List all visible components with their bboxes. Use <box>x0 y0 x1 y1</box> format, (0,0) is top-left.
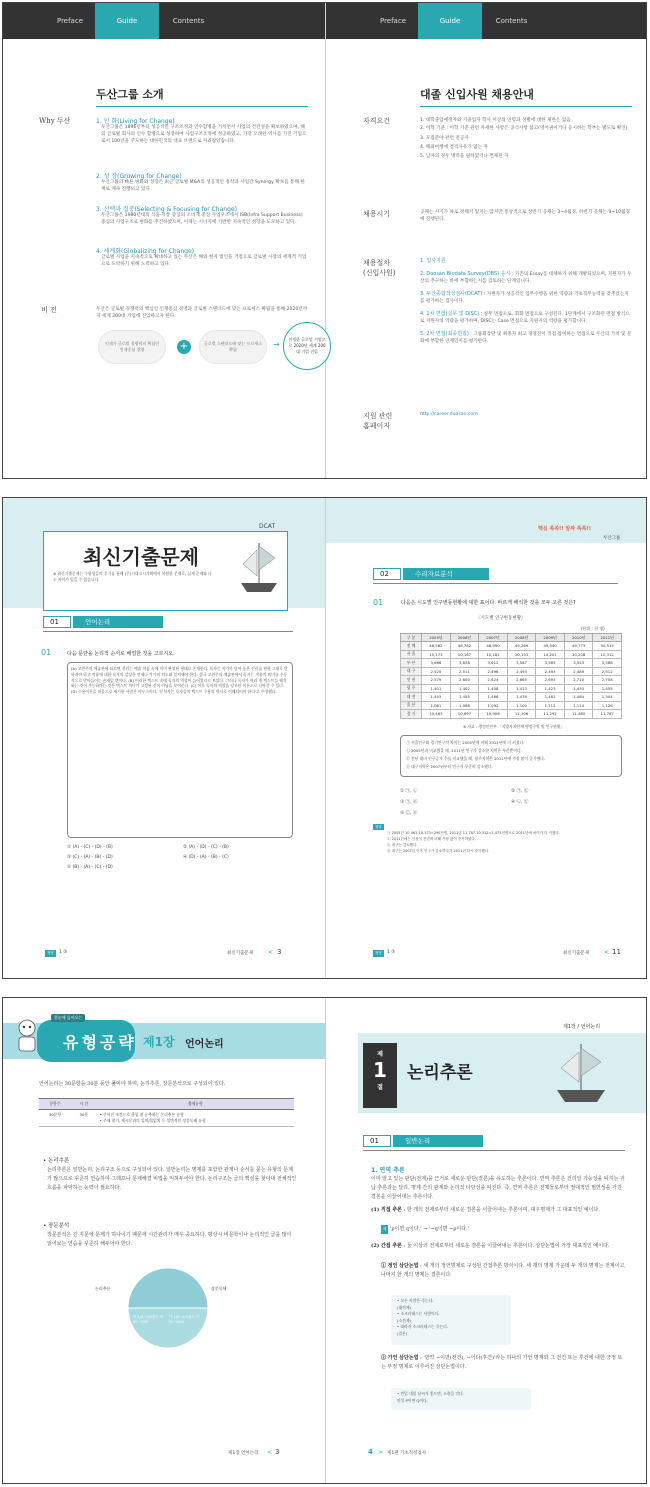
example-box <box>391 1295 511 1345</box>
term: ② 가언 삼단논법 <box>381 1355 419 1361</box>
section-number: 02 <box>373 568 401 580</box>
homepage-label-sub: 홈페이지 <box>363 422 391 430</box>
table-cell: 11,787 <box>593 710 622 719</box>
item-text: 글로벌 사업을 지속적으로 확대하고 있는 두산은 해외 현지 법인을 거점으로 글로벌 시장의 세계적 기업으로 도약하기 위해 노력하고 있다. <box>101 255 307 267</box>
process-label-main: 채용절차 <box>363 259 391 267</box>
direct-inference <box>371 1206 626 1224</box>
step-title: 4. 1차 면접(실무 및 DISC) <box>420 311 480 317</box>
table-cell: 대 구 <box>401 667 422 676</box>
table-cell: 1,433 <box>564 684 593 693</box>
step-title: 1. 입사지원 <box>420 258 446 264</box>
table-cell: • 주어진 조건으로 항상 참 유추하는 논리추론 유형 • 주제 찾기, 제시문과의 일치/불일치 등 일반적인 장문독해 유형 <box>97 1110 294 1127</box>
table-cell: 10,906 <box>479 710 508 719</box>
process-label <box>363 258 396 278</box>
page-title: 최신기출문제 <box>83 545 199 569</box>
table-row <box>401 642 622 651</box>
explanation-line: ㉠ 2005년 10,463-10,173=290천명, 2011년 11,787-10,312=1,475천명으로 2011년에 차이가 더 커졌다. <box>387 831 560 835</box>
homepage-url[interactable]: http://career.doosan.com <box>420 412 478 417</box>
box-line: • 만일 내일 날씨가 좋으면, 소풍을 간다. <box>397 1391 464 1396</box>
table-header: 2008년 <box>507 634 536 642</box>
table-cell: 49,540 <box>536 642 565 651</box>
box-line: • 소크라테스는 사람이다. <box>397 1311 440 1316</box>
pie-left-label: 논리추론 <box>95 1286 111 1291</box>
nav-bar-right <box>326 3 647 39</box>
table-cell: 3,543 <box>564 659 593 668</box>
table-cell: 2,710 <box>564 676 593 685</box>
option-5[interactable]: ⑤ (B) - (A) - (C) - (D) <box>67 865 113 870</box>
vision-pill: 글로벌 스탠더드에 맞는 프로세스 확립 <box>199 330 267 364</box>
chapter-block <box>363 1043 397 1108</box>
pie-right-text: 약 1/2~1/3정도 약 50~60% <box>169 1315 199 1324</box>
chevron-left-icon: < <box>267 1449 273 1456</box>
arrow-right-icon: → <box>273 340 280 349</box>
answer-tag: 정답 <box>375 951 382 955</box>
table-cell: 10,167 <box>450 650 479 659</box>
table-cell: 2,496 <box>479 667 508 676</box>
option-1[interactable]: ① ㉠, ㉡ <box>400 789 418 794</box>
table-header: 출제유형 <box>97 1099 294 1110</box>
table-row <box>401 701 622 710</box>
long-reading-heading: • 장문분석 <box>43 1223 70 1229</box>
table-cell: 1,112 <box>536 701 565 710</box>
table-cell: 광 주 <box>401 684 422 693</box>
table-cell: 인 천 <box>401 676 422 685</box>
definition: : 한 개의 전제로부터 새로운 결론을 이끌어내는 추론이며, 대우명제가 그 대표적인 예이다. <box>402 1207 600 1213</box>
section-name: 언어논리 <box>73 616 163 628</box>
table-header: 2009년 <box>536 634 565 642</box>
spread-divider <box>325 998 326 1483</box>
table-row <box>401 710 622 719</box>
table-cell: 49,269 <box>507 642 536 651</box>
chapter-number: 제1장 <box>143 1035 175 1049</box>
right-header: 두산그룹 <box>603 536 621 541</box>
table-cell: 30문항 <box>39 1110 71 1127</box>
step-title: 3. 두산종합적성검사(DCAT) <box>420 291 483 297</box>
table-cell: 2,489 <box>564 667 593 676</box>
doosan-guide-spread <box>2 2 647 479</box>
table-cell: 2,511 <box>450 667 479 676</box>
hypothetical-syllogism <box>381 1354 626 1381</box>
statement: ㉣ 대구지역은 2007년부터 인구가 꾸준히 감소했다. <box>406 764 493 769</box>
table-cell: 2,600 <box>450 676 479 685</box>
table-cell: 2,525 <box>422 667 451 676</box>
table-cell: 3,587 <box>507 659 536 668</box>
term: ① 정언 삼단논법 <box>381 1263 419 1269</box>
answer-key: 1 ③ <box>387 950 396 955</box>
table-cell: 2,665 <box>507 676 536 685</box>
option-2[interactable]: ② ㉠, ㉢ <box>511 789 529 794</box>
table-cell: 1,413 <box>507 684 536 693</box>
option-4[interactable]: ④ (D) - (A) - (B) - (C) <box>183 855 229 860</box>
option-3[interactable]: ③ ㉠, ㉣ <box>400 800 418 805</box>
intro-text: 언어논리는 30문항을 30분 동안 풀어야 하며, 논리추론, 장문분석으로 구성되어 있다. <box>39 1081 226 1087</box>
statement: ㉠ 서울인구와 경기인구의 차이는 2005년에 비해 2011년에 더 커졌다. <box>406 740 525 745</box>
step-title: 2. Doosan Biodata Survey(DBS) 응시 <box>420 271 511 277</box>
table-cell: 1,114 <box>564 701 593 710</box>
table-cell: 10,208 <box>564 650 593 659</box>
banner-title: 유형공략 <box>63 1033 137 1052</box>
list-item: 2. 어학 기준 : 어학 기준 관련 자세한 사항은 공식사항 참고(영어권이거나 응시하는 학부는 별도로 확인) <box>420 126 628 131</box>
table-cell: 대 전 <box>401 693 422 702</box>
step-title: 5. 2차 면접(최종면접) <box>420 331 469 337</box>
section-name: 수리자료분석 <box>403 568 489 580</box>
table-cell: 3,666 <box>422 659 451 668</box>
logic-text: 논리추론은 일반논리, 논리구조 등으로 구성되어 있다. 일반논리는 명제를 포함한 관계나 순서를 묻는 유형의 문제가 많으므로 꾸준히 연습하여 그래프나 문제해결 비법을 익혀두어야 한다. 논리구조는 글의 핵심을 찾아내 전체적인 흐름을 파악하는 능력이 필요하다. <box>47 1167 297 1191</box>
chapter-title: 논리추론 <box>407 1063 473 1083</box>
box-line: (결론) <box>397 1330 408 1336</box>
table-cell: 3,638 <box>450 659 479 668</box>
table-cell: 1,443 <box>422 693 451 702</box>
step-text: : 실무 면접으로, 회화 면접으로 구성된다. 1단계에서 구조화된 면접 방식으로 지원자의 역량을 평가하며, DISC는 Case 면접으로 지원자의 역량을 평가합니다. <box>420 312 630 324</box>
page-number: 4 <box>368 1448 373 1456</box>
table-cell: 1,466 <box>479 693 508 702</box>
table-cell: 50,515 <box>593 642 622 651</box>
table-row <box>401 693 622 702</box>
table-cell: 10,173 <box>422 650 451 659</box>
table-cell: 10,697 <box>450 710 479 719</box>
table-cell: 1,401 <box>422 684 451 693</box>
table-cell: 1,504 <box>593 693 622 702</box>
table-header: 구 분 <box>401 634 422 642</box>
table-row <box>401 659 622 668</box>
logic-heading: • 논리추론 <box>43 1158 70 1164</box>
answer-tag: 정답 <box>47 951 54 955</box>
title-underline <box>420 106 632 107</box>
highlight-tag: 핵심 쏙쏙!! 알짜 쏙쏙!! <box>538 526 591 532</box>
table-cell: 10,312 <box>593 650 622 659</box>
nav-bar-left <box>3 3 325 39</box>
left-page-title: 두산그룹 소개 <box>96 88 164 101</box>
nav-guide[interactable]: Guide <box>418 3 482 39</box>
pie-right-label: 장문독해 <box>211 1286 227 1291</box>
table-cell: 10,463 <box>422 710 451 719</box>
box-line: 만일 P이면 Q이다. <box>397 1397 428 1403</box>
right-header: 제1장 / 언어논리 <box>563 1024 601 1030</box>
type-ratio-pie <box>123 1263 213 1353</box>
chevron-left-icon: < <box>604 949 610 956</box>
table-cell: 1,408 <box>479 684 508 693</box>
question-number: 01 <box>373 598 384 607</box>
example <box>381 1225 469 1234</box>
box-line: (대전제) <box>397 1304 411 1310</box>
item-title: 2. 성 장(Growing for Change) <box>96 173 182 180</box>
page-footer: 제1장 언어논리 <box>228 1451 259 1456</box>
note-text: ※ 최신기출문제는 수험생들의 후기를 통해 (주)시대고시기획에서 복원한 문제로, 실제 문제와 다소 차이가 있을 수 있습니다. <box>53 571 212 582</box>
table-row <box>401 650 622 659</box>
nav-guide[interactable]: Guide <box>95 3 159 39</box>
table-cell: 48,582 <box>422 642 451 651</box>
pie-left-text: 약 1/2~1/3정도 약 40~50% <box>133 1315 163 1324</box>
table-cell: 울 산 <box>401 701 422 710</box>
table-header: 2007년 <box>479 634 508 642</box>
table-cell: 1,455 <box>593 684 622 693</box>
subsection-text: 이미 알고 있는 판단(전제)을 근거로 새로운 판단(결론)을 유도하는 추론이다. 연역 추론은 진리일 가능성을 따지는 귀납 추론과는 달리, 명제 간의 관계와 논리적 타당성을 따진다. 즉, 연역 추론은 전제들로부터 절대적인 필연성을 가진 결론을 이끌어내는 추론이다. <box>371 1176 625 1200</box>
type-strategy-spread <box>2 997 647 1484</box>
table-cell: 11,106 <box>507 710 536 719</box>
ship-illustration <box>551 1038 611 1108</box>
table-source: ※ 자료 : 행정안전부 「지방자치단체 행정구역 및 인구현황」 <box>463 724 565 729</box>
chapter-name: 언어논리 <box>185 1039 224 1050</box>
table-cell: 1,092 <box>479 701 508 710</box>
why-label: Why 두산 <box>39 117 71 125</box>
table-header: 2005년 <box>422 634 451 642</box>
answer-key: 1 ② <box>59 950 68 955</box>
table-cell: 2,493 <box>536 667 565 676</box>
homepage-label-main: 지원 관련 <box>363 412 393 420</box>
table-row <box>401 667 622 676</box>
item-title: 4. 세계화(Globalizing for Change) <box>96 248 194 255</box>
question-number: 01 <box>41 648 52 657</box>
table-cell: 11,292 <box>536 710 565 719</box>
process-label-sub: (신입사원) <box>363 269 396 277</box>
passage-box: (A) 고전주의 예술관에 따르면 진리는 예술 작품 속에 이미 완성된 형태로 존재한다. 독자는 작가가 담아 놓은 진리를 원형 그대로 받아내야 하고 작품에 대한 독자의 감상은 언제나 작가의 의도와 일치해야 한다. 결국 고전주의 예술관에서 독자는 작품의 의미를 수동적으로 받아들이는 존재일 뿐이다. (B) 이러한 텍스트 속에 독자의 역할이 들어있다고 보았다. 그러나 독자가 여러 개 텍스트들 해석하는 것이 가능하다는 것은 텍스트 의미가 고정된 것이 아님을 보여준다. (C) 이후 독자의 역할을 강조한 이론으로 나아갈 수 있다. (D) 수용이론을 처음으로 제기한 사람은 야우스이다. '문학사는 독자들의 텍스트 수용의 역사로 이해되어야 한다'고 주장했다. <box>67 662 293 838</box>
chevron-left-icon: < <box>268 949 274 956</box>
definition: : 세 개의 정언명제로 구성된 간접추론 방식이다. 세 개의 명제 가운데 두 개의 명제는 전제이고, 나머지 한 개의 명제는 결론이다. <box>381 1263 626 1278</box>
box-line: • 따라서 소크라테스는 죽는다. <box>397 1324 449 1329</box>
option-4[interactable]: ④ ㉡, ㉢ <box>511 800 529 805</box>
table-cell: 49,773 <box>564 642 593 651</box>
explanation-line: ㉢ 대구는 감소했다. <box>387 843 418 847</box>
vision-label: 비 전 <box>41 306 57 314</box>
period-text: 공채는 시기가 따로 정해져 있지는 않지만 통상적으로 상반기 공채는 3~4월경, 하반기 공채는 9~10월경에 진행된다. <box>420 210 630 222</box>
page-number: 11 <box>612 948 621 956</box>
step-text: : 그룹회장단 및 최종자 최고 경영진이 직접 참여하는 면접으로 두산의 가치 및 문화에 부합한 인재인지를 평가한다. <box>420 332 632 344</box>
requirements-label: 자격요건 <box>363 117 391 125</box>
step-text: : 기존의 Essay를 대체하기 위해 개발되었으며, 지원자가 두산의 추구하는 바에 부합하는지를 검토하는 단계입니다. <box>420 272 632 284</box>
definition: : '만약 ~이면(전건), ~이다(후건)'라는 하나의 가언 명제와 그 전건 또는 후건에 대한 긍정 또는 부정 명제로 이루어진 삼단논법이다. <box>381 1355 623 1370</box>
table-cell: 1,476 <box>507 693 536 702</box>
table-cell: 2,758 <box>593 676 622 685</box>
example-text: 'p이면 q이다.' → '~q이면 ~p이다.' <box>389 1226 470 1232</box>
page-footer: 최신기출문제 <box>563 951 590 956</box>
box-line: • 모든 사람은 죽는다. <box>397 1298 434 1303</box>
table-cell: 11,460 <box>564 710 593 719</box>
nav-preface[interactable]: Preface <box>56 17 84 25</box>
table-cell: 3,612 <box>479 659 508 668</box>
box-line: (소전제) <box>397 1317 411 1323</box>
table-cell: 2,493 <box>507 667 536 676</box>
population-table <box>400 633 622 719</box>
page-number: 3 <box>275 1448 280 1456</box>
pie-slice <box>128 1308 208 1348</box>
exam-info-table <box>39 1098 294 1127</box>
list-item: 3. 모집분야 관련 전공자 <box>420 136 469 141</box>
definition: : 둘 이상의 전제로부터 새로운 결론을 이끌어내는 추론이다. 삼단논법이 가장 대표적인 예이다. <box>402 1243 610 1249</box>
table-cell: 1,088 <box>450 701 479 710</box>
table-cell: 3,565 <box>536 659 565 668</box>
chapter-suffix: 절 <box>377 1084 383 1091</box>
table-cell: 부 산 <box>401 659 422 668</box>
section-number: 01 <box>363 1135 391 1147</box>
process-steps <box>420 258 632 345</box>
table-cell: 10,201 <box>536 650 565 659</box>
nav-preface[interactable]: Preface <box>379 17 407 25</box>
table-cell: 48,782 <box>450 642 479 651</box>
long-reading-text: 장문분석은 긴 지문에 문제가 하나이기 때문에 시간관리가 매우 중요하다. 평상시 비문학이나 논리적인 글을 많이 읽어보는 연습을 꾸준히 해두어야 한다. <box>47 1232 292 1247</box>
explanation-line: ㉣ 대구는 2007년 이후 인구가 감소하다가 2011년 다시 증가했다. <box>387 849 490 853</box>
table-cell: 30분 <box>71 1110 97 1127</box>
table-cell: 1,402 <box>450 684 479 693</box>
question-text: 다음 문단을 논리적 순서로 배열한 것을 고르시오. <box>67 651 175 657</box>
title-underline <box>96 106 308 107</box>
option-1[interactable]: ① (A) - (C) - (D) - (B) <box>67 845 113 850</box>
period-label: 채용시기 <box>363 210 391 218</box>
answer-badge: 정답 <box>375 825 382 829</box>
list-item: 5. 남자의 경우 병역을 필하였거나 면제된 자 <box>420 154 509 159</box>
table-header: 문항수 <box>39 1099 71 1110</box>
vision-goal-circle: 진정한 글로벌 기업으로 2020년 세계 200대 기업 진입 <box>283 322 331 370</box>
table-cell: 2,512 <box>593 667 622 676</box>
nav-contents[interactable]: Contents <box>172 17 205 25</box>
example-icon: 예 <box>381 1225 388 1234</box>
section-number: 01 <box>43 616 71 628</box>
explanation <box>373 824 621 854</box>
option-2[interactable]: ② (A) - (D) - (C) - (B) <box>183 845 229 850</box>
ship-illustration <box>235 538 283 598</box>
table-cell: 1,126 <box>593 701 622 710</box>
table-title: 〈시도별 인구변동현황〉 <box>476 616 526 621</box>
statement: ㉡ 2005년과 비교했을 때, 2011년 인구가 감소한 지역은 부산뿐이다. <box>406 748 522 753</box>
header-band <box>326 498 647 543</box>
latest-questions-spread <box>2 497 647 979</box>
table-header: 2011년 <box>593 634 622 642</box>
table-cell: 1,484 <box>564 693 593 702</box>
subsection-heading: 1. 연역 추론 <box>371 1167 405 1174</box>
chapter-num: 1 <box>373 1058 387 1082</box>
requirements-list <box>420 116 632 161</box>
table-cell: 3,568 <box>593 659 622 668</box>
table-header: 2010년 <box>564 634 593 642</box>
step-text: : 지원자가 성공적인 업무수행을 위한 역량과 기초직무능력을 갖추었는지를 평가하는 검사이다. <box>420 292 629 304</box>
table-header: 시 간 <box>71 1099 97 1110</box>
page-footer: 최신기출문제 <box>227 951 254 956</box>
list-item: 1. 대학졸업예정자와 기졸업자 학사 이상의 연령과 성별에 대한 제한은 없음 <box>420 118 571 123</box>
categorical-syllogism <box>381 1262 626 1289</box>
spread-divider <box>325 498 326 978</box>
table-cell: 2,579 <box>422 676 451 685</box>
table-header: 2006년 <box>450 634 479 642</box>
section-rule <box>363 1150 625 1151</box>
table-cell: 1,455 <box>450 693 479 702</box>
table-cell: 10,181 <box>479 650 508 659</box>
mascot-icon <box>13 1016 41 1056</box>
table-unit: (단위 : 천 명) <box>581 626 605 631</box>
table-cell: 1,081 <box>422 701 451 710</box>
term: (2) 간접 추론 <box>371 1243 403 1249</box>
table-cell: 48,990 <box>479 642 508 651</box>
vision-pill: 인재가 글로벌 경쟁력의 핵심인 인재중심 경영 <box>98 330 166 364</box>
plus-icon: + <box>177 340 191 354</box>
item-text: 두산그룹은 1980년대의 식품·유통 중심의 소비재 중심 사업구조에서 ISB(Infra Support Business) 중심의 사업구조로 변화를 추진하였으며, 이제는 시너지에 기반한 지속적인 성장을 도모하고 있다. <box>101 213 303 225</box>
term: (1) 직접 추론 <box>371 1207 403 1213</box>
question-text: 다음은 시도별 인구변동현황에 대한 표이다. 바르게 해석한 것을 모두 고른 것은? <box>401 600 576 606</box>
table-cell: 서 울 <box>401 650 422 659</box>
option-5[interactable]: ⑤ ㉢, ㉣ <box>400 811 418 816</box>
table-cell: 10,193 <box>507 650 536 659</box>
table-row <box>401 684 622 693</box>
vision-text: 두산은 글로벌 경쟁력의 핵심인 인재중심 경영과 글로벌 스탠더드에 맞는 프로세스 확립을 통해 2020년까지 세계 200대 기업에 진입하고자 한다. <box>96 307 308 319</box>
table-cell: 1,100 <box>507 701 536 710</box>
table-cell: 1,423 <box>536 684 565 693</box>
section-rule <box>43 631 293 632</box>
pie-slice <box>128 1268 208 1308</box>
table-cell: 2,693 <box>536 676 565 685</box>
statements-box <box>400 735 622 777</box>
example-box <box>391 1388 531 1410</box>
table-row <box>401 676 622 685</box>
option-3[interactable]: ③ (C) - (A) - (B) - (D) <box>67 855 113 860</box>
dcat-label: DCAT <box>259 523 276 530</box>
indirect-inference <box>371 1242 626 1260</box>
homepage-label <box>363 411 392 431</box>
right-page-title: 대졸 신입사원 채용안내 <box>420 88 534 101</box>
chevron-right-icon: > <box>378 1449 384 1456</box>
spread-divider <box>325 3 326 478</box>
table-cell: 전 체 <box>401 642 422 651</box>
item-title: 1. 인 화(Living for Change) <box>96 118 175 125</box>
table-cell: 경 기 <box>401 710 422 719</box>
statement: ㉢ 전년 대비 인구증가 수를 비교했을 때, 광주지역은 2011년에 가장 많이 증가했다. <box>406 756 546 761</box>
section-name: 일반논리 <box>393 1135 483 1147</box>
table-cell: 1,481 <box>536 693 565 702</box>
item-title: 3. 선택과 집중(Selecting & Focusing for Change) <box>96 206 237 213</box>
explanation-line: ㉡ 2011년에는 인천이 전년에 비해 가장 많이 증가하였다. <box>387 837 476 841</box>
page-number: 3 <box>277 948 282 956</box>
list-item: 4. 해외여행에 결격사유가 없는 자 <box>420 145 488 150</box>
nav-contents[interactable]: Contents <box>495 17 528 25</box>
item-text: 두산그룹의 빠른 변화와 성장은 최근 글로벌 M&A의 성공적인 정착과 사업간 Synergy 확보를 통해 한계로 계속 진행되고 있다. <box>101 180 305 192</box>
page-footer: 제1편 기초적성검사 <box>387 1451 427 1456</box>
section-rule <box>373 583 618 584</box>
table-cell: 2,624 <box>479 676 508 685</box>
chapter-prefix: 제 <box>377 1051 383 1058</box>
banner-tag: 한눈에 들어오는 <box>51 1014 85 1022</box>
item-text: 두산그룹은 1896년부터 성공적인 구조조정과 인수합병을 거치면서 사업의 건전성을 확보하였으며, 해외 글로벌 회사의 인수 합병으로 성장하여 사업구조조정에 성공하였고, 가장 오래된 역사를 가진 기업으로서 100년을 주도하는 대한민국의 대표 브랜드로 자리잡았습니다. <box>101 125 307 144</box>
